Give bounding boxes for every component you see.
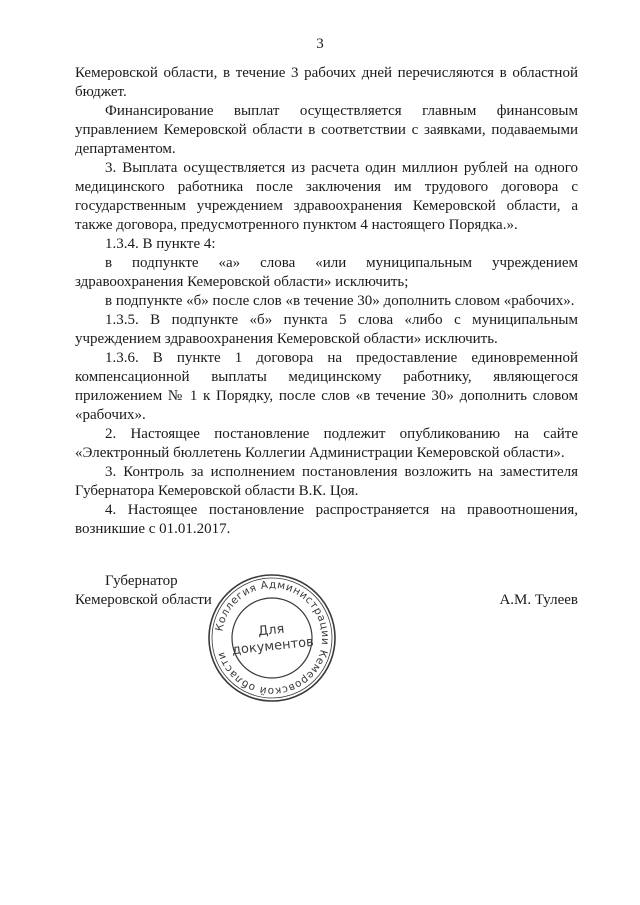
paragraph: 1.3.6. В пункте 1 договора на предоставление единовременной компенсационной выплаты медицинскому работнику, являющегося приложением № 1 к Порядку, после слов «в течение 30» дополнить словом «рабочих». <box>75 350 578 423</box>
paragraph: 3. Выплата осуществляется из расчета один миллион рублей на одного медицинского работника после заключения им трудового договора с государственным учреждением здравоохранения Кемеровской области, а также договора, предусмотренного пунктом 4 настоящего Порядка.». <box>75 160 578 233</box>
paragraph: 3. Контроль за исполнением постановления возложить на заместителя Губернатора Кемеровской области В.К. Цоя. <box>75 464 578 499</box>
stamp-seal-icon <box>206 572 338 704</box>
paragraph: Финансирование выплат осуществляется главным финансовым управлением Кемеровской области в соответствии с заявками, подаваемыми департаментом. <box>75 103 578 157</box>
paragraph: 2. Настоящее постановление подлежит опубликованию на сайте «Электронный бюллетень Коллегии Администрации Кемеровской области». <box>75 426 578 461</box>
paragraph: в подпункте «а» слова «или муниципальным учреждением здравоохранения Кемеровской области» исключить; <box>75 255 578 290</box>
paragraph: 4. Настоящее постановление распространяется на правоотношения, возникшие с 01.01.2017. <box>75 502 578 537</box>
signer-title-line1: Губернатор <box>105 573 178 589</box>
signer-title-line2: Кемеровской области <box>75 592 212 608</box>
paragraph: 1.3.4. В пункте 4: <box>105 236 216 252</box>
signer-name: А.М. Тулеев <box>499 592 578 608</box>
stamp-ring-text: Коллегия Администрации Кемеровской области <box>213 578 332 698</box>
document-body <box>75 64 578 539</box>
stamp-center-line1: Для <box>257 621 286 640</box>
stamp-center-line2: документов <box>231 634 315 659</box>
paragraph: Кемеровской области, в течение 3 рабочих дней перечисляются в областной бюджет. <box>75 65 578 100</box>
official-stamp <box>206 572 338 704</box>
paragraph: 1.3.5. В подпункте «б» пункта 5 слова «либо с муниципальным учреждением здравоохранения Кемеровской области» исключить. <box>75 312 578 347</box>
paragraph: в подпункте «б» после слов «в течение 30» дополнить словом «рабочих». <box>105 293 575 309</box>
page-number: 3 <box>316 36 324 52</box>
